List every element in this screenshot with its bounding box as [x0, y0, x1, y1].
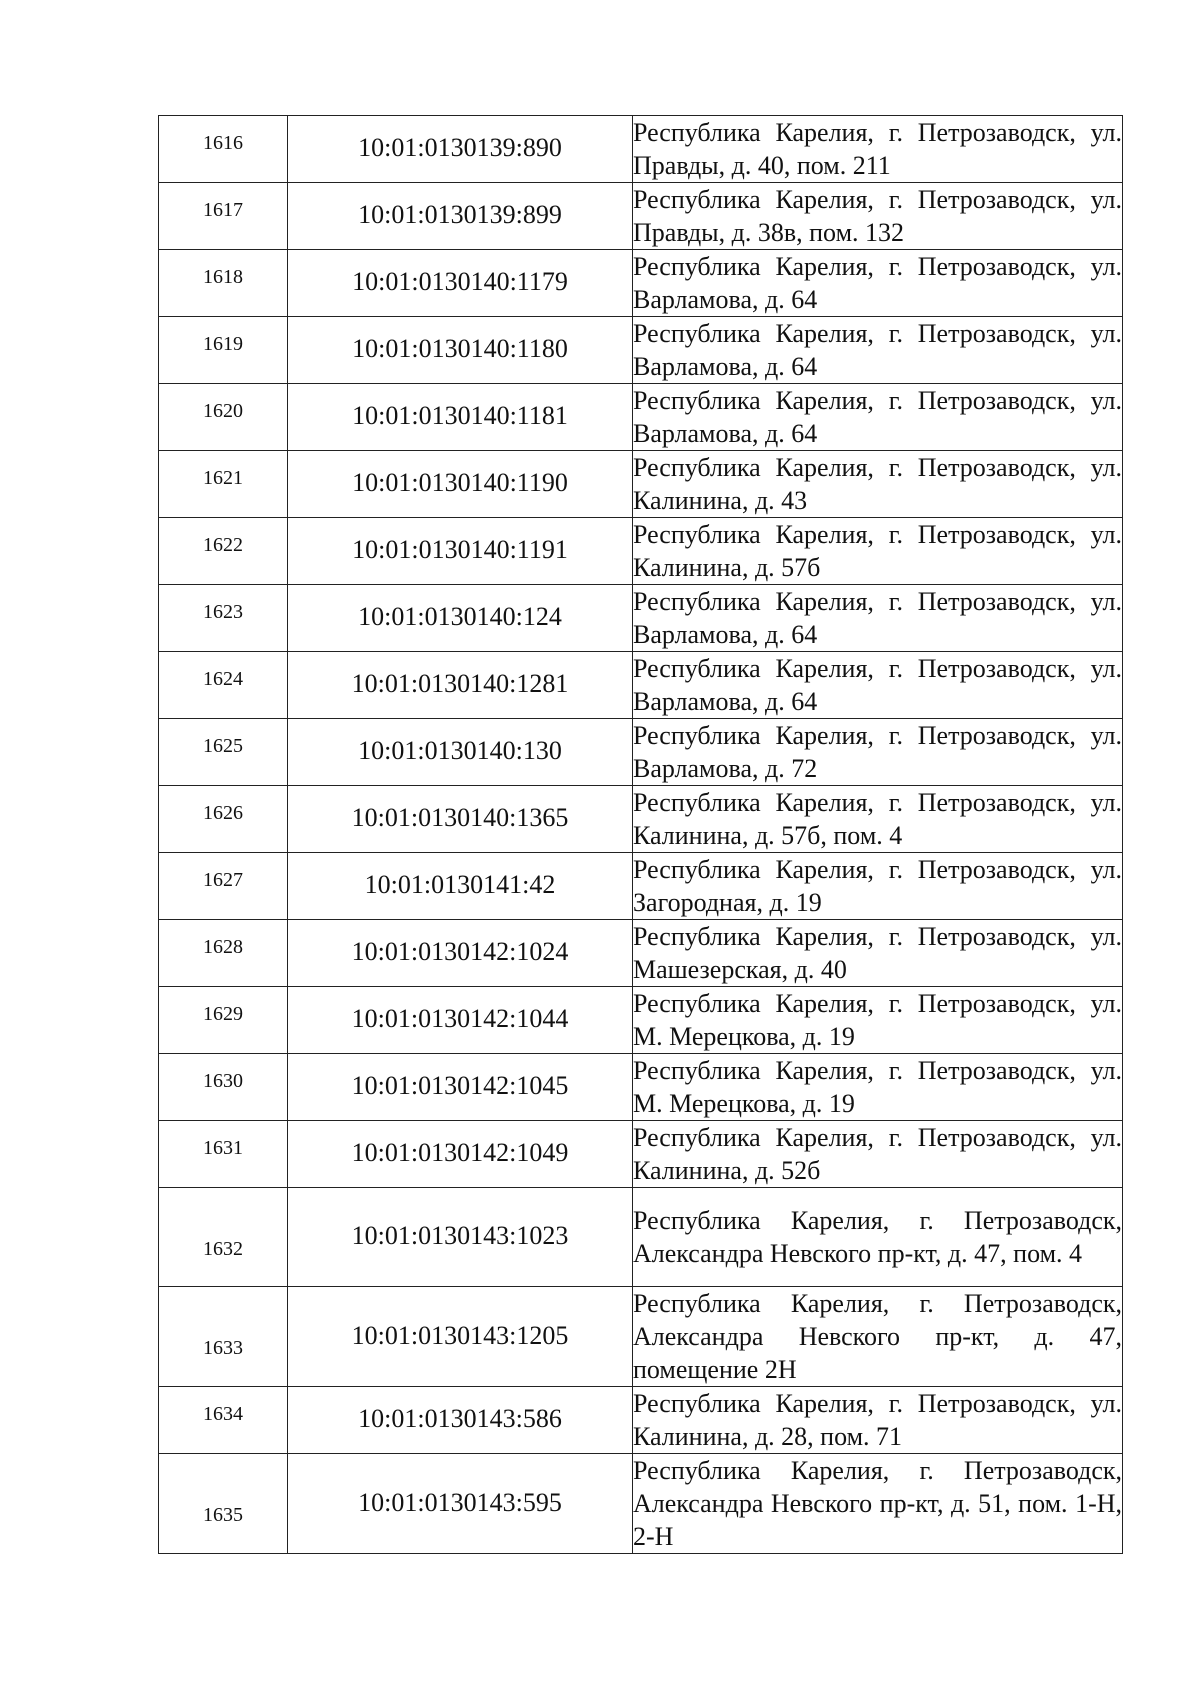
- address-cell: Республика Карелия, г. Петрозаводск, ул. Варламова, д. 64: [633, 652, 1123, 719]
- table-row: [159, 384, 1123, 451]
- table-row: [159, 1121, 1123, 1188]
- table-row: [159, 1188, 1123, 1287]
- row-number: 1626: [203, 801, 243, 824]
- cadastral-number: 10:01:0130140:1180: [352, 334, 568, 363]
- table-row: [159, 1287, 1123, 1387]
- cadastral-number: 10:01:0130140:1191: [352, 535, 568, 564]
- table-row: [159, 1054, 1123, 1121]
- row-number: 1621: [203, 466, 243, 489]
- table-row: [159, 853, 1123, 920]
- cadastral-number: 10:01:0130143:595: [358, 1487, 562, 1517]
- cadastral-number: 10:01:0130140:1190: [352, 468, 568, 497]
- address-cell: Республика Карелия, г. Петрозаводск, ул. Калинина, д. 57б, пом. 4: [633, 786, 1123, 853]
- row-number-cell: [159, 1454, 288, 1554]
- row-number: 1620: [203, 399, 243, 422]
- cadastral-number: 10:01:0130141:42: [364, 870, 556, 899]
- cadastral-number-cell: [288, 1387, 633, 1454]
- table-row: [159, 652, 1123, 719]
- row-number-cell: [159, 585, 288, 652]
- row-number: 1634: [203, 1402, 243, 1425]
- cadastral-number-cell: [288, 585, 633, 652]
- table-row: [159, 250, 1123, 317]
- address-cell: Республика Карелия, г. Петрозаводск, ул. Калинина, д. 28, пом. 71: [633, 1387, 1123, 1454]
- cadastral-number-cell: [288, 786, 633, 853]
- cadastral-number-cell: [288, 518, 633, 585]
- cadastral-number-cell: [288, 250, 633, 317]
- cadastral-number: 10:01:0130143:1205: [351, 1320, 569, 1350]
- cadastral-number: 10:01:0130140:1179: [352, 267, 568, 296]
- row-number-cell: [159, 987, 288, 1054]
- table-row: [159, 451, 1123, 518]
- row-number-cell: [159, 1188, 288, 1287]
- cadastral-number-cell: [288, 719, 633, 786]
- address-cell: Республика Карелия, г. Петрозаводск, ул. М. Мерецкова, д. 19: [633, 1054, 1123, 1121]
- row-number: 1617: [203, 198, 243, 221]
- address-cell: Республика Карелия, г. Петрозаводск, ул. Загородная, д. 19: [633, 853, 1123, 920]
- address-cell: Республика Карелия, г. Петрозаводск, ул. Калинина, д. 43: [633, 451, 1123, 518]
- cadastral-number: 10:01:0130142:1024: [351, 937, 569, 966]
- cadastral-number: 10:01:0130140:1365: [351, 803, 569, 832]
- row-number: 1618: [203, 265, 243, 288]
- row-number: 1629: [203, 1002, 243, 1025]
- table-row: [159, 719, 1123, 786]
- address-cell: Республика Карелия, г. Петрозаводск, ул. Калинина, д. 57б: [633, 518, 1123, 585]
- row-number: 1633: [203, 1337, 243, 1359]
- row-number-cell: [159, 518, 288, 585]
- row-number: 1619: [203, 332, 243, 355]
- row-number: 1628: [203, 935, 243, 958]
- cadastral-number-cell: [288, 652, 633, 719]
- row-number-cell: [159, 786, 288, 853]
- cadastral-number: 10:01:0130140:130: [358, 736, 562, 765]
- table-row: [159, 1454, 1123, 1554]
- row-number: 1631: [203, 1136, 243, 1159]
- cadastral-number-cell: [288, 116, 633, 183]
- address-cell: Республика Карелия, г. Петрозаводск, ул. Варламова, д. 72: [633, 719, 1123, 786]
- cadastral-number-cell: [288, 1054, 633, 1121]
- address-cell: Республика Карелия, г. Петрозаводск, ул. Варламова, д. 64: [633, 317, 1123, 384]
- cadastral-number-cell: [288, 1287, 633, 1387]
- cadastral-number: 10:01:0130142:1044: [351, 1004, 569, 1033]
- row-number-cell: [159, 116, 288, 183]
- table-row: [159, 518, 1123, 585]
- row-number-cell: [159, 183, 288, 250]
- table-row: [159, 116, 1123, 183]
- cadastral-number: 10:01:0130140:1281: [351, 669, 569, 698]
- address-cell: Республика Карелия, г. Петрозаводск, Александра Невского пр-кт, д. 51, пом. 1-Н, 2-Н: [633, 1454, 1123, 1554]
- table-row: [159, 183, 1123, 250]
- row-number-cell: [159, 853, 288, 920]
- row-number-cell: [159, 250, 288, 317]
- table-row: [159, 317, 1123, 384]
- row-number-cell: [159, 451, 288, 518]
- cadastral-number: 10:01:0130142:1049: [351, 1138, 569, 1167]
- row-number-cell: [159, 384, 288, 451]
- row-number: 1623: [203, 600, 243, 623]
- address-cell: Республика Карелия, г. Петрозаводск, ул. Калинина, д. 52б: [633, 1121, 1123, 1188]
- table-row: [159, 920, 1123, 987]
- cadastral-number-cell: [288, 183, 633, 250]
- cadastral-number-cell: [288, 1121, 633, 1188]
- row-number-cell: [159, 920, 288, 987]
- row-number-cell: [159, 317, 288, 384]
- row-number-cell: [159, 652, 288, 719]
- table-row: [159, 786, 1123, 853]
- row-number-cell: [159, 719, 288, 786]
- cadastral-number: 10:01:0130143:1023: [351, 1221, 569, 1250]
- cadastral-number: 10:01:0130139:899: [358, 200, 562, 229]
- address-cell: Республика Карелия, г. Петрозаводск, ул. Правды, д. 40, пом. 211: [633, 116, 1123, 183]
- cadastral-number-cell: [288, 317, 633, 384]
- cadastral-number-cell: [288, 1188, 633, 1287]
- table-row: [159, 1387, 1123, 1454]
- address-cell: Республика Карелия, г. Петрозаводск, ул. Варламова, д. 64: [633, 250, 1123, 317]
- row-number: 1625: [203, 734, 243, 757]
- row-number: 1630: [203, 1069, 243, 1092]
- row-number: 1627: [203, 868, 243, 891]
- address-cell: Республика Карелия, г. Петрозаводск, ул. Правды, д. 38в, пом. 132: [633, 183, 1123, 250]
- cadastral-number-cell: [288, 920, 633, 987]
- address-cell: Республика Карелия, г. Петрозаводск, Александра Невского пр-кт, д. 47, пом. 4: [633, 1188, 1123, 1287]
- row-number: 1624: [203, 667, 243, 690]
- address-cell: Республика Карелия, г. Петрозаводск, ул. Варламова, д. 64: [633, 384, 1123, 451]
- cadastral-number-cell: [288, 1454, 633, 1554]
- cadastral-number: 10:01:0130142:1045: [351, 1071, 569, 1100]
- cadastral-number: 10:01:0130143:586: [358, 1404, 562, 1433]
- cadastral-number: 10:01:0130139:890: [358, 133, 562, 162]
- address-cell: Республика Карелия, г. Петрозаводск, ул. М. Мерецкова, д. 19: [633, 987, 1123, 1054]
- cadastral-number: 10:01:0130140:1181: [352, 401, 568, 430]
- address-cell: Республика Карелия, г. Петрозаводск, ул. Машезерская, д. 40: [633, 920, 1123, 987]
- row-number-cell: [159, 1287, 288, 1387]
- property-registry-table: [158, 115, 1123, 1554]
- row-number: 1632: [203, 1237, 243, 1260]
- address-cell: Республика Карелия, г. Петрозаводск, Александра Невского пр-кт, д. 47, помещение 2Н: [633, 1287, 1123, 1387]
- cadastral-number: 10:01:0130140:124: [358, 602, 562, 631]
- row-number-cell: [159, 1387, 288, 1454]
- row-number: 1635: [203, 1504, 243, 1526]
- row-number-cell: [159, 1054, 288, 1121]
- row-number-cell: [159, 1121, 288, 1188]
- row-number: 1622: [203, 533, 243, 556]
- cadastral-number-cell: [288, 384, 633, 451]
- address-cell: Республика Карелия, г. Петрозаводск, ул. Варламова, д. 64: [633, 585, 1123, 652]
- row-number: 1616: [203, 131, 243, 154]
- cadastral-number-cell: [288, 451, 633, 518]
- cadastral-number-cell: [288, 853, 633, 920]
- table-row: [159, 585, 1123, 652]
- cadastral-number-cell: [288, 987, 633, 1054]
- table-row: [159, 987, 1123, 1054]
